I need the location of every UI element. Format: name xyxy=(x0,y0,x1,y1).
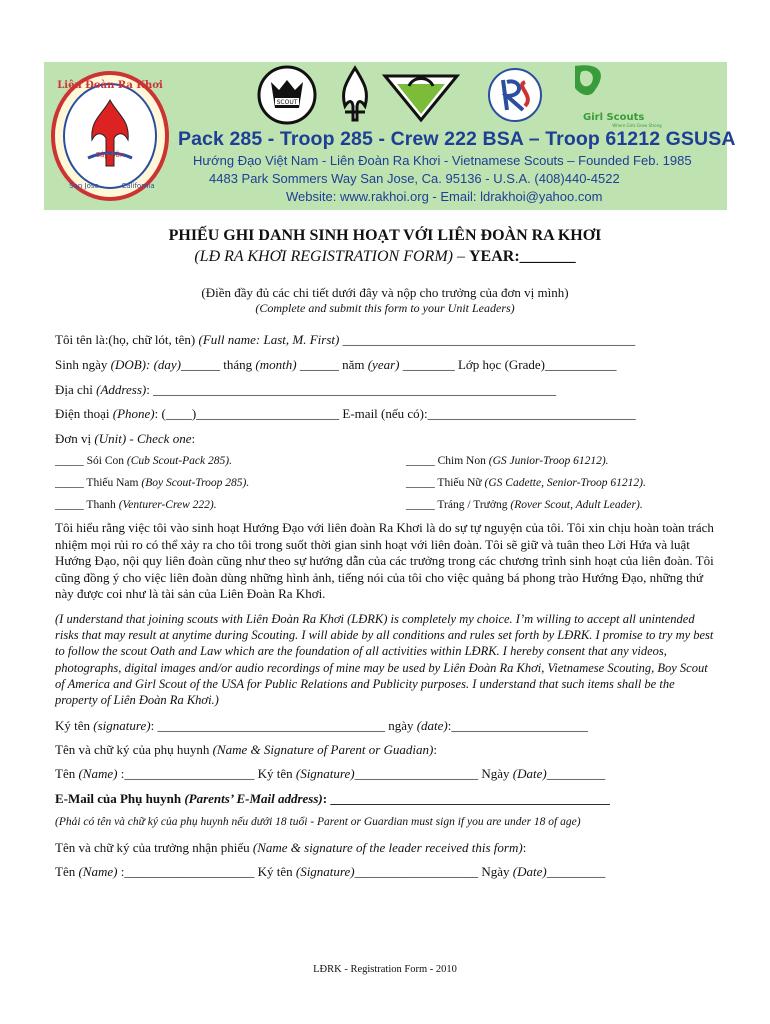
instructions-en: (Complete and submit this form to your Unit Leaders) xyxy=(255,301,515,315)
instructions-vi: (Điền đầy đủ các chi tiết dưới đây và nộp cho trưởng của đơn vị mình) xyxy=(201,285,569,300)
unit-option-gs-junior[interactable]: _____ Chim Non (GS Junior-Troop 61212). xyxy=(406,455,609,467)
header-line-website: Website: www.rakhoi.org - Email: ldrakhoi@yahoo.com xyxy=(286,189,603,204)
svg-text:Sắp Sẵn: Sắp Sẵn xyxy=(95,151,125,159)
header-line-units: Pack 285 - Troop 285 - Crew 222 BSA – Troop 61212 GSUSA xyxy=(178,128,736,150)
dob-field[interactable]: Sinh ngày (DOB): (day)______ tháng (month) ______ năm (year) ________ Lớp học (Grade)___________ xyxy=(55,357,617,372)
form-subtitle: (LĐ RA KHƠI REGISTRATION FORM) – YEAR:_______ xyxy=(194,248,576,265)
parent-signature-label: Tên và chữ ký của phụ huynh (Name & Signature of Parent or Guadian): xyxy=(55,742,437,757)
lien-doan-crest-logo xyxy=(50,70,170,202)
page-footer: LĐRK - Registration Form - 2010 xyxy=(313,964,457,975)
venturing-logo xyxy=(385,76,457,120)
svg-text:Where Girls Grow Strong: Where Girls Grow Strong xyxy=(612,123,662,128)
scout-logos xyxy=(245,62,715,128)
rover-scout-logo xyxy=(489,69,541,121)
signature-date-field[interactable]: Ký tên (signature): ___________________________________ ngày (date):_____________________ xyxy=(55,718,588,733)
header-line-founded: Hướng Đạo Việt Nam - Liên Đoàn Ra Khơi - Vietnamese Scouts – Founded Feb. 1985 xyxy=(193,153,692,168)
svg-text:California: California xyxy=(121,182,155,190)
parent-note: (Phải có tên và chữ ký của phụ huynh nếu dưới 18 tuổi - Parent or Guardian must sign if you are under 18 of age) xyxy=(55,816,581,828)
girl-scouts-logo xyxy=(575,65,662,128)
parent-name-signature-field[interactable]: Tên (Name) :____________________ Ký tên (Signature)___________________ Ngày (Date)_________ xyxy=(55,766,606,781)
header-line-address: 4483 Park Sommers Way San Jose, Ca. 95136 - U.S.A. (408)440-4522 xyxy=(209,171,620,186)
unit-label: Đơn vị (Unit) - Check one: xyxy=(55,431,196,446)
unit-option-venturer[interactable]: _____ Thanh (Venturer-Crew 222). xyxy=(55,499,217,511)
form-title: PHIẾU GHI DANH SINH HOẠT VỚI LIÊN ĐOÀN RA KHƠI xyxy=(168,227,602,244)
svg-text:San Jose: San Jose xyxy=(69,182,99,190)
agreement-vi: Tôi hiểu rằng việc tôi vào sinh hoạt Hướng Đạo với liên đoàn Ra Khơi là do sự tự nguyện của tôi. Tôi xin chịu hoàn toàn trách nhiệm mọi rủi ro có thể xảy ra cho tôi trong suốt thời gian sinh hoạt với liên đoàn. Tôi sẽ giữ và tuân theo Lời Hứa và luật Hướng Đạo, nội quy liên đoàn cũng như theo sự hướng dẫn của các trưởng trong các chương trình sinh hoạt của liên đoàn. Tôi cũng đồng ý cho việc liên đoàn dùng những hình ảnh, tiếng nói của tôi cho việc quảng bá phong trào Hướng Đạo, những thứ này được coi như là tài sản của Liên Đoàn Ra Khơi. xyxy=(55,520,714,601)
full-name-field[interactable]: Tôi tên là:(họ, chữ lót, tên) (Full name: Last, M. First) _____________________________________________ xyxy=(55,332,636,347)
agreement-en: (I understand that joining scouts with Liên Đoàn Ra Khơi (LĐRK) is completely my choice. I’m willing to accept all unintended risks that may result at anytime during Scouting. I will abide by all conditions and rules set forth by LĐRK. I promise to try my best to follow the scout Oath and Law which are the foundation of all activities within LĐRK. I hereby consent that any videos, photographs, digital images and/or audio recordings of mine may be used by Liên Đoàn Ra Khơi, Vietnamese Scouting, Boy Scout of America and Girl Scout of the USA for Public Relations and Publicity purposes. I understand that such items shall be the property of Liên Đoàn Ra Khơi.) xyxy=(55,612,714,708)
unit-option-rover[interactable]: _____ Tráng / Trưởng (Rover Scout, Adult Leader). xyxy=(406,499,643,511)
svg-text:Girl Scouts: Girl Scouts xyxy=(583,112,645,123)
address-field[interactable]: Địa chỉ (Address): ______________________________________________________________ xyxy=(55,382,557,397)
unit-option-boy-scout[interactable]: _____ Thiếu Nam (Boy Scout-Troop 285). xyxy=(55,477,250,489)
parent-email-field[interactable]: E-Mail của Phụ huynh (Parents’ E-Mail address): ___________________________________________ xyxy=(55,791,610,806)
svg-text:Liên Đoàn Ra Khơi: Liên Đoàn Ra Khơi xyxy=(57,80,163,91)
unit-option-gs-cadette[interactable]: _____ Thiếu Nữ (GS Cadette, Senior-Troop 61212). xyxy=(406,477,646,489)
svg-text:SCOUT: SCOUT xyxy=(276,99,298,106)
leader-name-signature-field[interactable]: Tên (Name) :____________________ Ký tên (Signature)___________________ Ngày (Date)_________ xyxy=(55,864,606,879)
leader-signature-label: Tên và chữ ký của trưởng nhận phiếu (Name & signature of the leader received this form): xyxy=(55,840,527,855)
boy-scout-logo xyxy=(343,68,366,120)
unit-option-cub-scout[interactable]: _____ Sói Con (Cub Scout-Pack 285). xyxy=(55,455,232,467)
cub-scout-logo xyxy=(259,67,315,123)
phone-email-field[interactable]: Điện thoại (Phone): (____)______________________ E-mail (nếu có):________________________________ xyxy=(55,406,636,421)
